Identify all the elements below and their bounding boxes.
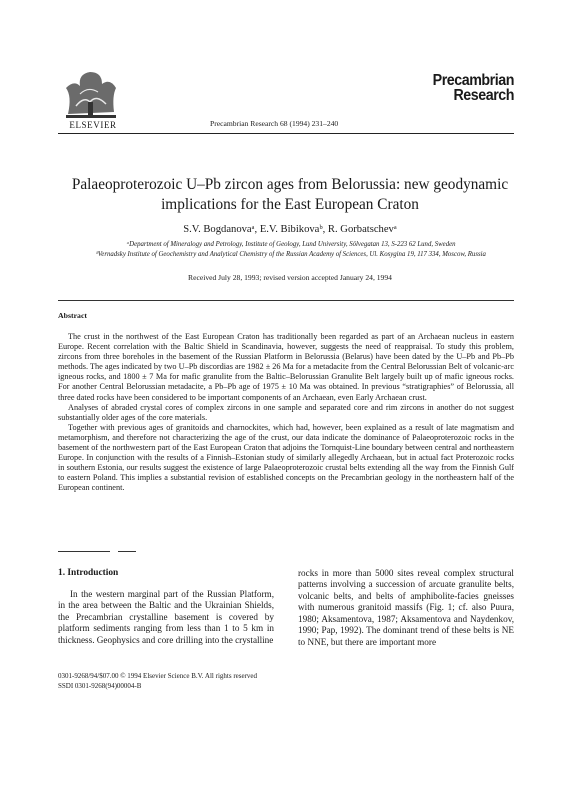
abstract-body — [58, 332, 514, 494]
body-column-left — [58, 589, 274, 646]
elsevier-tree-logo-icon — [62, 66, 120, 120]
body-column-right — [298, 568, 514, 648]
journal-reference: Precambrian Research 68 (1994) 231–240 — [210, 119, 339, 128]
abstract-paragraph: Analyses of abraded crystal cores of complex zircons in one sample and separated core and rim zircons in another do not suggest substantially older ages of the core materials. — [58, 402, 514, 422]
publisher-name: ELSEVIER — [69, 120, 117, 130]
affiliation-a: ᵃDepartment of Mineralogy and Petrology, Institute of Geology, Lund University, Sölvegatan 13, S-223 62 Lund, Sweden — [126, 241, 456, 248]
journal-logo: Precambrian Research — [432, 72, 514, 104]
copyright-footer — [58, 672, 257, 691]
intro-paragraph: In the western marginal part of the Russian Platform, in the area between the Baltic and the Ukrainian Shields, the Precambrian crystalline basement is covered by platform sediments ranging from less than 1 to 5 km in thickness. Geophysics and core drilling into the crystalline — [58, 589, 274, 645]
abstract-paragraph: The crust in the northwest of the East European Craton has traditionally been regarded as part of an Archaean nucleus in eastern Europe. Recent correlation with the Baltic Shield in Scandinavia, however, suggests the need of reappraisal. To study this problem, zircons from three boreholes in the basement of the Russian Platform in Belorussia (Belarus) have been dated by the U–Pb and Pb–Pb methods. The ages indicated by two U–Pb discordias are 1982 ± 26 Ma for a metadacite from the Central Belorussian Belt of volcanic-arc igneous rocks, and 1800 ± 7 Ma for mafic granulite from the Baltic–Belorussian Granulite Belt largely built up of mafic igneous rocks. For another Central Belorussian metadacite, a Pb–Pb age of 1975 ± 10 Ma was obtained. In previous “stratigraphies” of Belorussia, all three dated rocks have been considered to be important components of an Archaean, even Early Archaean crust. — [58, 332, 514, 402]
section-heading-introduction: 1. Introduction — [58, 568, 119, 578]
abstract-end-rule — [58, 551, 110, 552]
received-dates: Received July 28, 1993; revised version accepted January 24, 1994 — [188, 273, 392, 282]
intro-paragraph-continued: rocks in more than 5000 sites reveal complex structural patterns involving a succession of arcuate granulite belts, volcanic belts, and belts of amphibolite-facies gneisses with numerous granitoid massifs (Fig. 1; cf. also Puura, 1980; Aksamentova, 1987; Aksamentova and Naydenkov, 1990; Pap, 1992). The dominant trend of these belts is NE to NNE, but there are important more — [298, 568, 514, 647]
article-title: Palaeoproterozoic U–Pb zircon ages from Belorussia: new geodynamic implications for the East European Craton — [71, 176, 509, 213]
affiliation-b: ᵇVernadsky Institute of Geochemistry and Analytical Chemistry of the Russian Academy of Sciences, Ul. Kosygina 19, 117 334, Moscow, Russia — [96, 250, 486, 258]
affiliations — [66, 240, 516, 259]
issn-line: 0301-9268/94/$07.00 © 1994 Elsevier Science B.V. All rights reserved — [58, 672, 258, 680]
header-rule — [58, 133, 514, 134]
abstract-top-rule — [58, 300, 514, 301]
ssdi-line: SSDI 0301-9268(94)00004-B — [58, 681, 142, 690]
article-authors: S.V. Bogdanovaᵃ, E.V. Bibikovaᵇ, R. Gorbatschevᵃ — [183, 224, 397, 235]
abstract-paragraph: Together with previous ages of granitoids and charnockites, which had, however, been explained as a result of late magmatism and metamorphism, and therefore not characterizing the age of the crust, our data indicate the dominance of Palaeoproterozoic rocks in the basement of the northwestern part of the East European Craton that adjoins the Tornquist-Line boundary between central and northeastern Europe. In conjunction with the results of a Finnish–Estonian study of similarly allegedly Archaean, but in actual fact Proterozoic rocks in southern Estonia, our results suggest the existence of large Palaeoproterozoic crustal belts extending all the way from the Finnish Gulf to eastern Poland. This implies a substantial revision of established concepts on the Precambrian geology in the northeastern half of the European continent. — [58, 422, 514, 493]
abstract-end-rule-short — [118, 551, 136, 552]
abstract-heading: Abstract — [58, 311, 88, 320]
